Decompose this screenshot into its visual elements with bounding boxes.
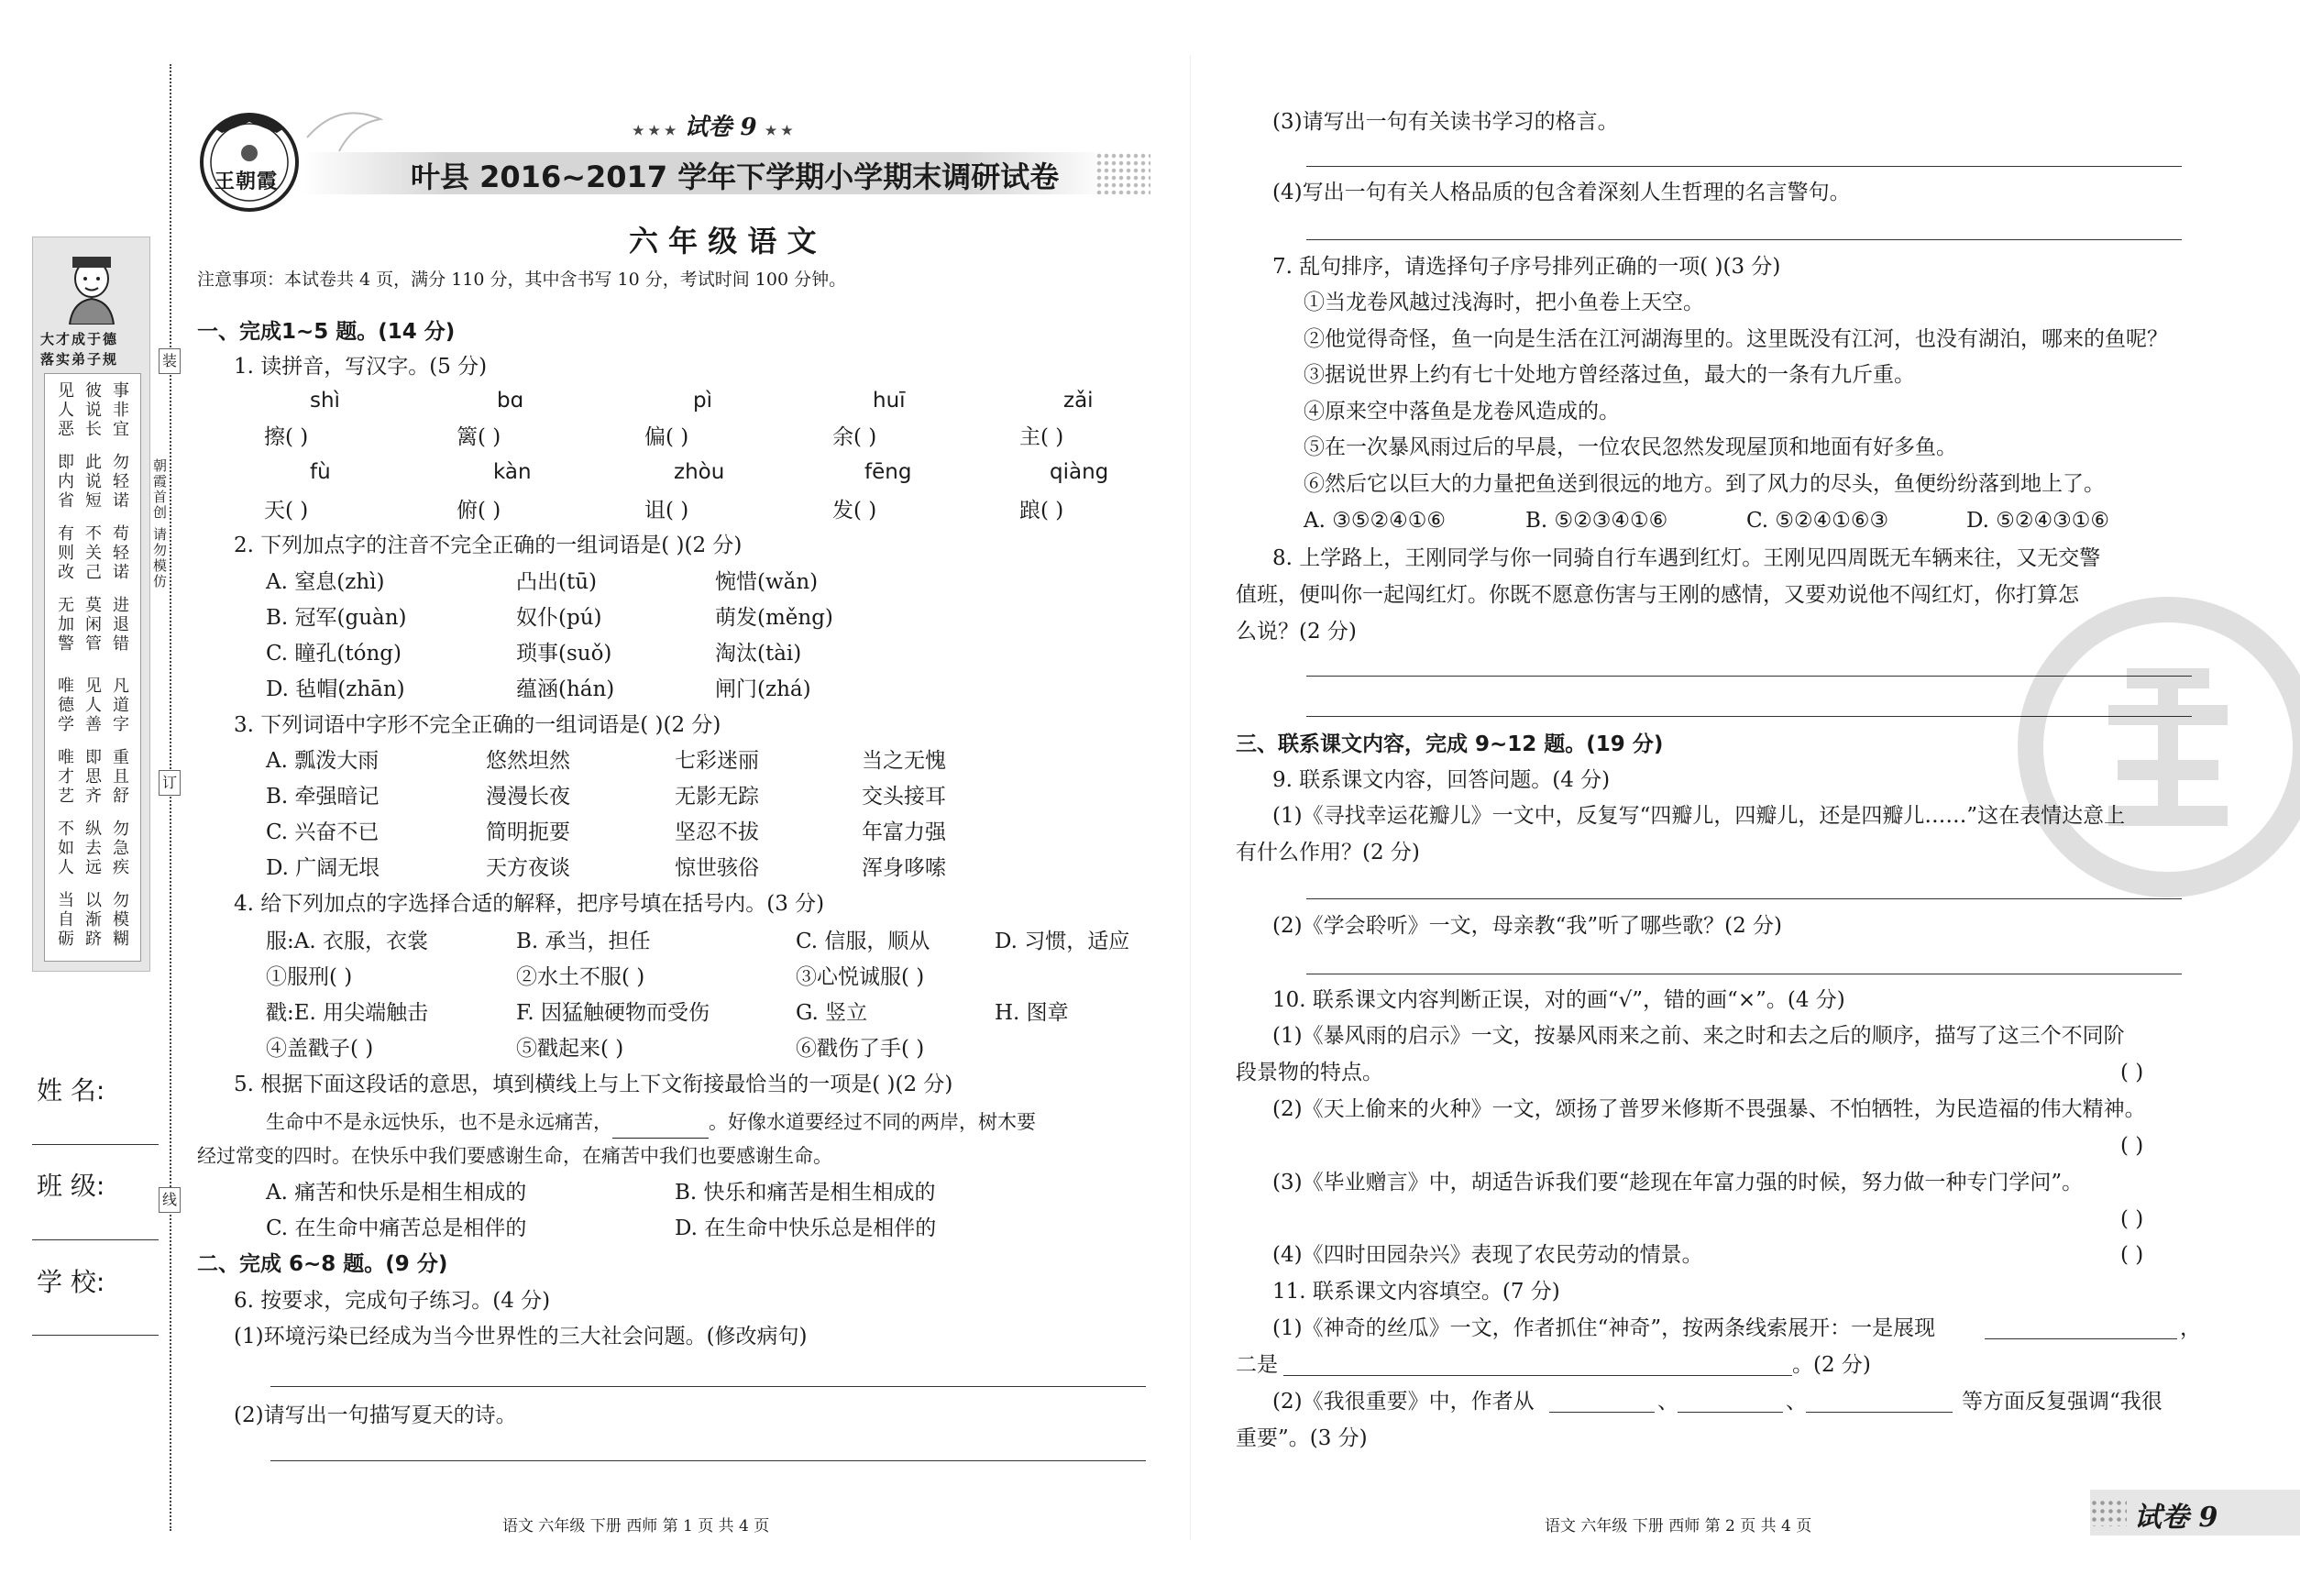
q2-D-2: 蕴涵(hán)	[516, 677, 615, 701]
q3-C-1[interactable]: C. 兴奋不已	[266, 820, 380, 844]
corner-dots	[2090, 1499, 2127, 1526]
q4-fu-item-3[interactable]: ③心悦诚服( )	[796, 965, 925, 989]
q1-char-8[interactable]: 诅( )	[644, 499, 689, 523]
binding-seal-3: 线	[159, 1187, 181, 1213]
footer-left: 语文 六年级 下册 西师 第 1 页 共 4 页	[502, 1517, 770, 1535]
q1-char-2[interactable]: 篱( )	[457, 425, 501, 449]
q2-C-3: 淘汰(tài)	[715, 642, 802, 666]
q2-B-2: 奴仆(pú)	[516, 606, 602, 630]
q5-passage-2: 经过常变的四时。在快乐中我们要感谢生命，在痛苦中我们也要感谢生命。	[197, 1145, 832, 1167]
q10-p2: (2)《天上偷来的火种》一文，颂扬了普罗米修斯不畏强暴、不怕牺牲，为民造福的伟大精神。	[1272, 1097, 2146, 1121]
couplet-column: 唯 德 学	[58, 677, 74, 734]
q2-D-1[interactable]: D. 毡帽(zhān)	[266, 677, 405, 701]
class-field[interactable]	[32, 1239, 159, 1240]
q1-char-1[interactable]: 擦( )	[264, 425, 309, 449]
q4-stem: 4. 给下列加点的字选择合适的解释，把序号填在括号内。(3 分)	[234, 892, 825, 916]
binding-line	[170, 64, 171, 1531]
q1-pinyin-6: fù	[310, 460, 331, 484]
q3-B-4: 交头接耳	[862, 785, 946, 809]
main-title: 叶县 2016~2017 学年下学期小学期末调研试卷	[411, 160, 1060, 194]
q3-C-3: 坚忍不拔	[675, 820, 759, 844]
q9-p1a: (1)《寻找幸运花瓣儿》一文中，反复写“四瓣儿，四瓣儿，还是四瓣儿……”这在表情达意上	[1272, 804, 2126, 828]
q1-stem: 1. 读拼音，写汉字。(5 分)	[234, 355, 488, 379]
footer-right: 语文 六年级 下册 西师 第 2 页 共 4 页	[1545, 1517, 1812, 1535]
q4-chuo-opt-2: F. 因猛触硬物而受伤	[516, 1001, 710, 1025]
q4-fu-opt-4: D. 习惯，适应	[995, 930, 1130, 953]
q10-stem: 10. 联系课文内容判断正误，对的画“√”，错的画“×”。(4 分)	[1272, 988, 1845, 1012]
scholar-illustration	[56, 251, 127, 325]
q11-p1a	[1272, 1313, 1935, 1344]
q4-fu-opt-1: 服:A. 衣服，衣裳	[266, 930, 428, 953]
q11-blank-4[interactable]	[1678, 1412, 1783, 1413]
q11-sep-1: 、	[1657, 1390, 1678, 1414]
q4-fu-item-2[interactable]: ②水土不服( )	[516, 965, 645, 989]
q6-stem: 6. 按要求，完成句子练习。(4 分)	[234, 1289, 551, 1313]
q1-pinyin-10: qiàng	[1050, 460, 1109, 484]
q1-char-4[interactable]: 余( )	[832, 425, 877, 449]
couplet-column: 进 退 错	[113, 596, 129, 654]
q3-D-4: 浑身哆嗦	[862, 856, 946, 880]
couplet-column: 莫 闲 管	[85, 596, 102, 654]
stars-left: ★ ★ ★	[633, 124, 677, 138]
section2-title: 二、完成 6~8 题。(9 分)	[197, 1252, 448, 1276]
slogan-2: 落实弟子规	[40, 351, 119, 368]
q5-passage-1b: 。好像水道要经过不同的两岸，树木要	[709, 1111, 1036, 1133]
watermark-seal	[2017, 596, 2300, 898]
q7-stem: 7. 乱句排序，请选择句子序号排列正确的一项( )(3 分)	[1272, 255, 1781, 279]
couplet-column: 不 关 己	[85, 524, 102, 582]
q2-D-3: 闸门(zhá)	[715, 677, 811, 701]
q10-p2-paren[interactable]: ( )	[2120, 1134, 2144, 1158]
q11-sep-2: 、	[1786, 1390, 1807, 1414]
q10-p3: (3)《毕业赠言》中，胡适告诉我们要“趁现在年富力强的时候，努力做一种专门学问”。	[1272, 1171, 2084, 1194]
couplet-column: 见 人 善	[85, 677, 102, 734]
q4-fu-item-1[interactable]: ①服刑( )	[266, 965, 353, 989]
q1-char-10[interactable]: 踉( )	[1019, 499, 1064, 523]
q7-s4: ④原来空中落鱼是龙卷风造成的。	[1304, 400, 1620, 424]
q5-option-C[interactable]: C. 在生命中痛苦总是相伴的	[266, 1216, 527, 1240]
couplet-column: 见 人 恶	[58, 381, 74, 439]
q11-p1b-end: 。(2 分)	[1792, 1353, 1871, 1377]
q3-B-3: 无影无踪	[675, 785, 759, 809]
q1-pinyin-3: pì	[693, 389, 712, 413]
q3-B-2: 漫漫长夜	[486, 785, 570, 809]
ribbon-decoration	[303, 101, 385, 156]
page-divider	[1190, 55, 1191, 1540]
q10-p3-paren[interactable]: ( )	[2120, 1207, 2144, 1231]
q11-p1a-text: (1)《神奇的丝瓜》一文，作者抓住“神奇”，按两条线索展开：一是展现	[1272, 1316, 1936, 1340]
q5-option-B[interactable]: B. 快乐和痛苦是相生相成的	[675, 1181, 936, 1205]
q1-pinyin-8: zhòu	[674, 460, 725, 484]
name-field[interactable]	[32, 1144, 159, 1145]
sidebar-motto-panel	[32, 237, 150, 972]
q2-C-2: 琐事(suǒ)	[516, 642, 612, 666]
q2-A-1[interactable]: A. 窒息(zhì)	[266, 570, 385, 594]
q11-blank-2[interactable]	[1283, 1375, 1792, 1376]
q2-A-2: 凸出(tū)	[516, 570, 598, 594]
q4-fu-opt-2: B. 承当，担任	[516, 930, 651, 953]
q3-D-1[interactable]: D. 广阔无垠	[266, 856, 380, 880]
q11-blank-1[interactable]	[1985, 1338, 2177, 1339]
q7-option-A[interactable]: A. ③⑤②④①⑥	[1304, 509, 1446, 533]
binding-seal-2: 订	[159, 770, 181, 796]
q10-p1a: (1)《暴风雨的启示》一文，按暴风雨来之前、来之时和去之后的顺序，描写了这三个不同阶	[1272, 1024, 2125, 1048]
q1-char-9[interactable]: 发( )	[832, 499, 877, 523]
couplet-column: 勿 急 疾	[113, 820, 129, 877]
q7-s3: ③据说世界上约有七十处地方曾经落过鱼，最大的一条有九斤重。	[1304, 363, 1915, 387]
couplet-column: 彼 说 长	[85, 381, 102, 439]
notice: 注意事项：本试卷共 4 页，满分 110 分，其中含书写 10 分，考试时间 100 分钟。	[197, 270, 847, 290]
corner-label: 试卷 9	[2134, 1502, 2218, 1534]
logo-text: 王朝霞	[215, 170, 279, 193]
q1-char-3[interactable]: 偏( )	[644, 425, 689, 449]
couplet-column: 此 说 短	[85, 453, 102, 511]
q2-A-3: 惋惜(wǎn)	[715, 570, 819, 594]
q5-blank[interactable]	[612, 1106, 709, 1139]
q3-stem: 3. 下列词语中字形不完全正确的一组词语是( )(2 分)	[234, 713, 721, 737]
couplet-column: 苟 轻 诺	[113, 524, 129, 582]
q11-stem: 11. 联系课文内容填空。(7 分)	[1272, 1280, 1560, 1304]
q7-s2: ②他觉得奇怪，鱼一向是生活在江河湖海里的。这里既没有江河，也没有湖泊，哪来的鱼呢？	[1304, 327, 2168, 351]
q7-s1: ①当龙卷风越过浅海时，把小鱼卷上天空。	[1304, 291, 1704, 314]
q5-passage-1a: 生命中不是永远快乐，也不是永远痛苦，	[266, 1111, 612, 1133]
q2-C-1[interactable]: C. 瞳孔(tóng)	[266, 642, 402, 666]
couplet-column: 凡 道 字	[113, 677, 129, 734]
q1-pinyin-5: zǎi	[1063, 389, 1094, 413]
q4-chuo-opt-1: 戳:E. 用尖端触击	[266, 1001, 429, 1025]
section3-title: 三、联系课文内容，完成 9~12 题。(19 分)	[1236, 732, 1664, 756]
couplet-column: 即 思 齐	[85, 748, 102, 806]
q3-B-1[interactable]: B. 牵强暗记	[266, 785, 380, 809]
couplet-column: 有 则 改	[58, 524, 74, 582]
q11-blank-3[interactable]	[1549, 1412, 1655, 1413]
name-label: 姓 名:	[37, 1075, 105, 1106]
section1-title: 一、完成1~5 题。(14 分)	[197, 320, 456, 344]
q5-passage-1	[266, 1106, 1036, 1139]
brand-logo	[194, 105, 304, 215]
couplet-column: 即 内 省	[58, 453, 74, 511]
q11-p2a: (2)《我很重要》中，作者从	[1272, 1390, 1535, 1414]
q4-chuo-item-2[interactable]: ⑤戳起来( )	[516, 1037, 624, 1061]
q1-pinyin-9: fēng	[864, 460, 912, 484]
q1-char-7[interactable]: 俯( )	[457, 499, 501, 523]
q1-char-5[interactable]: 主( )	[1019, 425, 1064, 449]
q3-D-3: 惊世骇俗	[675, 856, 759, 880]
school-field[interactable]	[32, 1335, 159, 1336]
q1-char-6[interactable]: 天( )	[264, 499, 309, 523]
stars-right: ★ ★	[765, 124, 793, 138]
q6-p1: (1)环境污染已经成为当今世界性的三大社会问题。(修改病句)	[234, 1325, 808, 1348]
couplet-box	[44, 373, 141, 962]
couplet-column: 以 渐 跻	[85, 891, 102, 949]
couplet-column: 无 加 警	[58, 596, 74, 654]
q10-p4-paren[interactable]: ( )	[2120, 1243, 2144, 1267]
q4-chuo-item-3[interactable]: ⑥戳伤了手( )	[796, 1037, 925, 1061]
q6-p2: (2)请写出一句描写夏天的诗。	[234, 1403, 517, 1427]
q4-fu-opt-3: C. 信服，顺从	[796, 930, 930, 953]
vertical-notice: 朝霞首创 请勿模仿	[151, 458, 168, 589]
couplet-column: 勿 模 糊	[113, 891, 129, 949]
couplet-column: 当 自 砺	[58, 891, 74, 949]
q10-p1b: 段景物的特点。	[1236, 1061, 1383, 1084]
q7-s6: ⑥然后它以巨大的力量把鱼送到很远的地方。到了风力的尽头，鱼便纷纷落到地上了。	[1304, 472, 2105, 496]
q5-option-D[interactable]: D. 在生命中快乐总是相伴的	[675, 1216, 937, 1240]
q6-p2-answer-line[interactable]	[270, 1460, 1146, 1461]
subject-title: 六 年 级 语 文	[629, 224, 817, 259]
q5-option-A[interactable]: A. 痛苦和快乐是相生相成的	[266, 1181, 527, 1205]
q4-chuo-opt-3: G. 竖立	[796, 1001, 868, 1025]
q10-p1-paren[interactable]: ( )	[2120, 1061, 2144, 1084]
q1-pinyin-2: bɑ	[497, 389, 524, 413]
q11-p1b: 二是	[1236, 1353, 1278, 1377]
q3-A-1[interactable]: A. 瓢泼大雨	[266, 749, 380, 773]
q2-B-1[interactable]: B. 冠军(guàn)	[266, 606, 407, 630]
couplet-column: 勿 轻 诺	[113, 453, 129, 511]
q5-stem: 5. 根据下面这段话的意思，填到横线上与上下文衔接最恰当的一项是( )(2 分)	[234, 1073, 953, 1096]
q7-option-B[interactable]: B. ⑤②③④①⑥	[1525, 509, 1668, 533]
q11-p2a-end: 等方面反复强调“我很	[1962, 1390, 2162, 1414]
q4-chuo-opt-4: H. 图章	[995, 1001, 1069, 1025]
q3-C-2: 简明扼要	[486, 820, 570, 844]
q3-C-4: 年富力强	[862, 820, 946, 844]
q9-p1-answer-line[interactable]	[1306, 898, 2182, 899]
q2-stem: 2. 下列加点字的注音不完全正确的一组词语是( )(2 分)	[234, 534, 743, 557]
couplet-column: 纵 去 远	[85, 820, 102, 877]
banner-dots	[1095, 152, 1150, 194]
q3-A-2: 悠然坦然	[486, 749, 570, 773]
couplet-column: 不 如 人	[58, 820, 74, 877]
couplet-column: 重 且 舒	[113, 748, 129, 806]
q8-line-1: 8. 上学路上，王刚同学与你一同骑自行车遇到红灯。王刚见四周既无车辆来往，又无交警	[1272, 546, 2101, 570]
q7-option-C[interactable]: C. ⑤②④①⑥③	[1746, 509, 1889, 533]
q4-chuo-item-1[interactable]: ④盖戳子( )	[266, 1037, 374, 1061]
q3-D-2: 天方夜谈	[486, 856, 570, 880]
exam-label: 试卷 9	[684, 114, 757, 141]
q6-p4: (4)写出一句有关人格品质的包含着深刻人生哲理的名言警句。	[1272, 181, 1851, 204]
q11-p1a-comma: ，	[2180, 1316, 2201, 1340]
class-label: 班 级:	[37, 1171, 105, 1201]
q11-blank-5[interactable]	[1806, 1412, 1953, 1413]
q3-A-3: 七彩迷丽	[675, 749, 759, 773]
q9-stem: 9. 联系课文内容，回答问题。(4 分)	[1272, 768, 1611, 792]
q9-p2: (2)《学会聆听》一文，母亲教“我”听了哪些歌？(2 分)	[1272, 914, 1782, 938]
q6-p1-answer-line[interactable]	[270, 1386, 1146, 1387]
school-label: 学 校:	[37, 1267, 105, 1297]
q8-line-2: 值班，便叫你一起闯红灯。你既不愿意伤害与王刚的感情，又要劝说他不闯红灯，你打算怎	[1236, 583, 2079, 607]
q7-option-D[interactable]: D. ⑤②④③①⑥	[1966, 509, 2109, 533]
slogan-1: 大才成于德	[40, 331, 119, 347]
couplet-column: 唯 才 艺	[58, 748, 74, 806]
q7-s5: ⑤在一次暴风雨过后的早晨，一位农民忽然发现屋顶和地面有好多鱼。	[1304, 435, 1957, 459]
q6-p3-answer-line[interactable]	[1306, 166, 2182, 167]
q8-line-3: 么说？(2 分)	[1236, 620, 1357, 644]
q3-A-4: 当之无愧	[862, 749, 946, 773]
couplet-column: 事 非 宜	[113, 381, 129, 439]
q10-p4: (4)《四时田园杂兴》表现了农民劳动的情景。	[1272, 1243, 1703, 1267]
q1-pinyin-7: kàn	[493, 460, 532, 484]
q9-p1b: 有什么作用？(2 分)	[1236, 841, 1420, 864]
q6-p3: (3)请写出一句有关读书学习的格言。	[1272, 110, 1619, 134]
q2-B-3: 萌发(měng)	[715, 606, 833, 630]
exam-label-row	[633, 108, 793, 142]
q1-pinyin-4: huī	[873, 389, 906, 413]
q1-pinyin-1: shì	[310, 389, 340, 413]
binding-seal-1: 装	[159, 348, 181, 374]
q11-p2b: 重要”。(3 分)	[1236, 1426, 1368, 1450]
q6-p4-answer-line[interactable]	[1306, 239, 2182, 240]
